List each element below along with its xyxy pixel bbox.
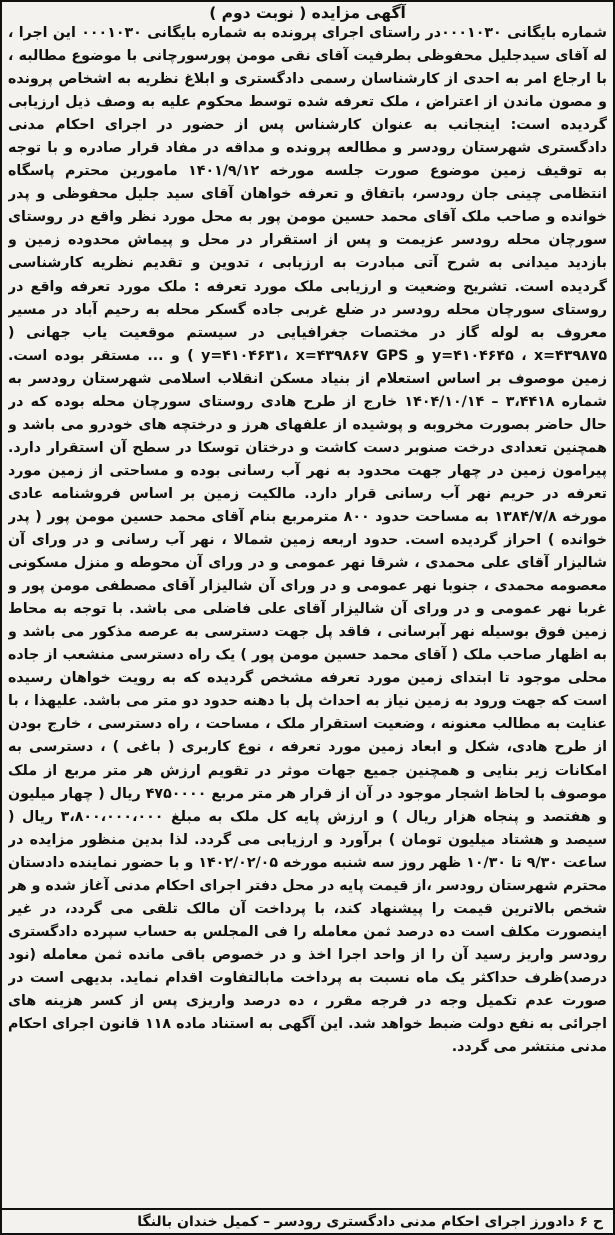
- notice-title: آگهی مزایده ( نوبت دوم ): [209, 4, 406, 22]
- notice-body: شماره بایگانی ۰۰۰۱۰۳۰در راستای اجرای پرونده به شماره بایگانی ۰۰۰۱۰۳۰ این اجرا ، له آقای سیدجلیل محفوظی بطرفیت آقای نقی مومن پورسورچانی با موضوع مطالبه ، با ارجاع امر به احدی از کارشناسان رسمی دادگستری و ابلاغ نظریه به اشخاص پرونده و مصون ماندن از اعتراض ، ملک تعرفه شده توسط محکوم علیه به وصف ذیل ارزیابی گردیده است: اینجانب به عنوان کارشناس پس از حضور در اجرای احکام مدنی دادگستری شهرستان رودسر و مطالعه پرونده و مداقه در مفاد قرار صادره و با توجه به توقیف زمین موضوع صورت جلسه مورخه ۱۴۰۱/۹/۱۲ مامورین محترم پاسگاه انتظامی چینی جان رودسر، باتفاق و تعرفه خواهان آقای سید جلیل محفوظی و پدر خوانده و صاحب ملک آقای محمد حسین مومن پور به محل مورد نظر واقع در روستای سورچان محله رودسر عزیمت و پس از استقرار در محل و پیماش محدوده زمین و بازدید میدانی به شرح آتی مبادرت به ارزیابی ، تدوین و تقدیم نظریه کارشناسی گردیده است. تشریح وضعیت و ارزیابی ملک مورد تعرفه : ملک مورد تعرفه واقع در روستای سورچان محله رودسر در ضلع غربی جاده گسکر محله به رحیم آباد در مسیر معروف به لوله گاز در مختصات جغرافیایی در سیستم موقعیت یاب جهانی ( y=۴۱۰۴۶۴۵ ، x=۴۳۹۸۷۵ و y=۴۱۰۴۶۳۱، x=۴۳۹۸۶۷ GPS ) و ... مستقر بوده است. زمین موصوف بر اساس استعلام از بنیاد مسکن انقلاب اسلامی شهرستان رودسر به شماره ۳،۴۴۱۸ – ۱۴۰۴/۱۰/۱۴ خارج از طرح هادی روستای سورچان محله بوده که در حال حاضر بصورت مخروبه و پوشیده از علفهای هرز و درختچه های خودرو می باشد و همچنین تعدادی درخت صنوبر دست کاشت و درختان توسکا در سطح آن استقرار دارد. پیرامون زمین در چهار جهت محدود به نهر آب رسانی بوده و مساحتی از زمین مورد تعرفه در حریم نهر آب رسانی قرار دارد. مالکیت زمین بر اساس فروشنامه عادی مورخه ۱۳۸۴/۷/۸ به مساحت حدود ۸۰۰ مترمربع بنام آقای محمد حسین مومن پور ( پدر خوانده ) احراز گردیده است. حدود اربعه زمین شمالا ، نهر آب رسانی و در ورای آن شالیزار آقای علی محمدی ، شرقا نهر عمومی و در ورای آن محوطه و منزل مسکونی معصومه محمدی ، جنوبا نهر عمومی و در ورای آن شالیزار آقای مصطفی مومن پور و غربا نهر عمومی و در ورای آن شالیزار آقای علی فاضلی می باشد. با توجه به محاط زمین فوق بوسیله نهر آبرسانی ، فاقد پل جهت دسترسی به عرصه مذکور می باشد و به اظهار صاحب ملک ( آقای محمد حسین مومن پور ) یک راه دسترسی منشعب از جاده محلی موجود تا ابتدای زمین مورد تعرفه مشخص گردیده که به رویت خواهان رسیده است که جهت ورود به زمین نیاز به احداث پل با دهنه حدود دو متر می باشد. علیهذا ، با عنایت به مطالب معنونه ، وضعیت استقرار ملک ، مساحت ، راه دسترسی ، خارج بودن از طرح هادی، شکل و ابعاد زمین مورد تعرفه ، نوع کاربری ( باغی ) ، دسترسی به امکانات زیر بنایی و همچنین جمیع جهات موثر در تقویم ارزش هر متر مربع از ملک موصوف با لحاظ اشجار موجود در آن از قرار هر متر مربع ۴۷۵۰۰۰۰ ریال ( چهار میلیون و هفتصد و پنجاه هزار ریال ) و ارزش پایه کل ملک به مبلغ ۳،۸۰۰،۰۰۰،۰۰۰ ریال ( سیصد و هشتاد میلیون تومان ) برآورد و ارزیابی می گردد. لذا بدین منظور مزایده در ساعت ۹/۳۰ تا ۱۰/۳۰ ظهر روز سه شنبه مورخه ۱۴۰۲/۰۲/۰۵ و با حضور نماینده دادستان محترم شهرستان رودسر ،از قیمت پایه در محل دفتر اجرای احکام مدنی آغاز شده و هر شخص بالاترین قیمت را پیشنهاد کند، با پرداخت آن مالک تلقی می گردد، در غیر اینصورت مکلف است ده درصد ثمن معامله را فی المجلس به حساب سپرده دادگستری رودسر واریز رسید آن را از واحد اجرا اخذ و در خصوص باقی مانده ثمن معامله (نود درصد)ظرف حداکثر یک ماه نسبت به پرداخت مابالتفاوت اقدام نماید. بدیهی است در صورت عدم تکمیل وجه در فرجه مقرر ، ده درصد واریزی پس از کسر هزینه های اجرائی به نفع دولت ضبط خواهد شد. این آگهی به استناد ماده ۱۱۸ قانون اجرای احکام مدنی منتشر می گردد.: [8, 25, 607, 1056]
- notice-signature: ح ۶ دادورز اجرای احکام مدنی دادگستری رودسر – کمیل خندان بالنگا: [137, 1214, 603, 1230]
